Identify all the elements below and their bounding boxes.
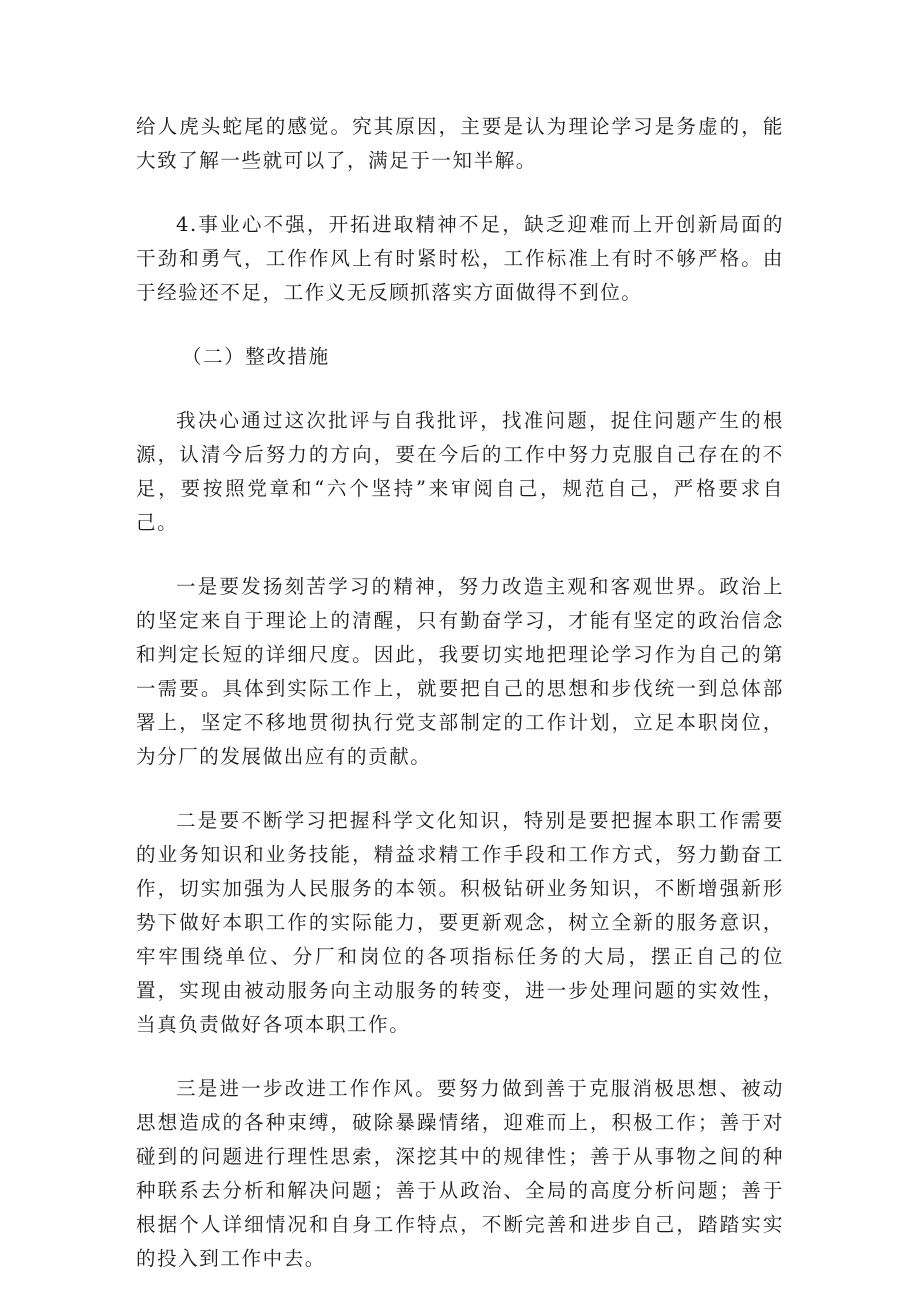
paragraph-resolution: 我决心通过这次批评与自我批评，找准问题，捉住问题产生的根源，认清今后努力的方向，要在今后的工作中努力克服自己存在的不足，要按照党章和“六个坚持”来审阅自己，规范自己，严格要求自己。 <box>136 409 784 534</box>
paragraph-measure-three: 三是进一步改进工作作风。要努力做到善于克服消极思想、被动思想造成的各种束缚，破除暴躁情绪，迎难而上，积极工作；善于对碰到的问题进行理性思索，深挖其中的规律性；善于从事物之间的种种联系去分析和解决问题；善于从政治、全局的高度分析问题；善于根据个人详细情况和自身工作特点，不断完善和进步自己，踏踏实实的投入到工作中去。 <box>136 1077 784 1270</box>
paragraph-item-4: 4.事业心不强，开拓进取精神不足，缺乏迎难而上开创新局面的干劲和勇气，工作作风上有时紧时松，工作标准上有时不够严格。由于经验还不足，工作义无反顾抓落实方面做得不到位。 <box>136 213 784 304</box>
paragraph-measure-two: 二是要不断学习把握科学文化知识，特别是要把握本职工作需要的业务知识和业务技能，精益求精工作手段和工作方式，努力勤奋工作，切实加强为人民服务的本领。积极钻研业务知识，不断增强新形势下做好本职工作的实际能力，要更新观念，树立全新的服务意识，牢牢围绕单位、分厂和岗位的各项指标任务的大局，摆正自己的位置，实现由被动服务向主动服务的转变，进一步处理问题的实效性，当真负责做好各项本职工作。 <box>136 809 784 1036</box>
paragraph-continuation: 给人虎头蛇尾的感觉。究其原因，主要是认为理论学习是务虚的，能大致了解一些就可以了，满足于一知半解。 <box>136 115 784 172</box>
section-heading-rectification: （二）整改措施 <box>182 345 330 368</box>
paragraph-measure-one: 一是要发扬刻苦学习的精神，努力改造主观和客观世界。政治上的坚定来自于理论上的清醒，只有勤奋学习，才能有坚定的政治信念和判定长短的详细尺度。因此，我要切实地把理论学习作为自己的第一需要。具体到实际工作上，就要把自己的思想和步伐统一到总体部署上，坚定不移地贯彻执行党支部制定的工作计划，立足本职岗位，为分厂的发展做出应有的贡献。 <box>136 575 784 768</box>
